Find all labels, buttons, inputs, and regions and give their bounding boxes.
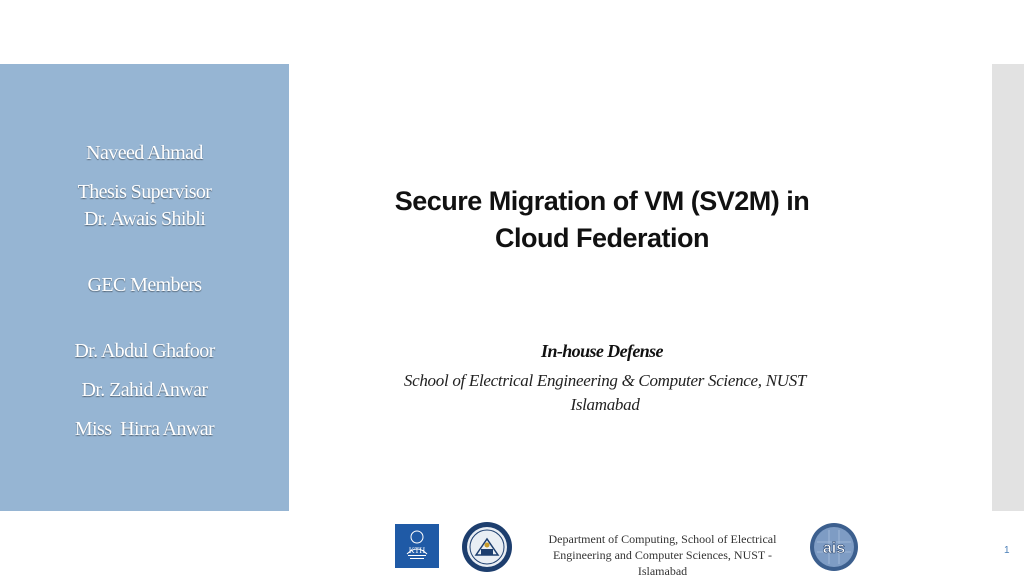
school-info [375,369,835,417]
right-strip [992,64,1024,511]
kth-logo [395,524,439,568]
student-name: Naveed Ahmad [86,142,203,164]
gec-member: Dr. Zahid Anwar [81,379,208,401]
footer-department [530,531,795,579]
nust-seal [461,521,513,573]
supervisor-label: Thesis Supervisor [77,181,212,203]
kth-logo-text: KTH [408,546,426,555]
subtitle: In-house Defense [541,341,663,361]
ais-logo [809,522,859,572]
footer-line-1: Department of Computing, School of Electrical [548,532,777,546]
title-line-2: Cloud Federation [495,223,709,253]
slide-title [330,183,874,257]
footer-line-3: Islamabad [637,564,688,578]
school-line-1: School of Electrical Engineering & Computer Science, NUST [403,371,807,390]
gec-member: Miss Hirra Anwar [74,418,215,440]
school-line-2: Islamabad [570,395,640,414]
footer-line-2: Engineering and Computer Sciences, NUST - [552,548,773,562]
ais-logo-text: ais [822,540,846,557]
page-number: 1 [1004,545,1010,556]
title-line-1: Secure Migration of VM (SV2M) in [394,186,810,216]
gec-label: GEC Members [87,274,202,296]
supervisor-name: Dr. Awais Shibli [83,208,206,230]
gec-member: Dr. Abdul Ghafoor [74,340,215,362]
